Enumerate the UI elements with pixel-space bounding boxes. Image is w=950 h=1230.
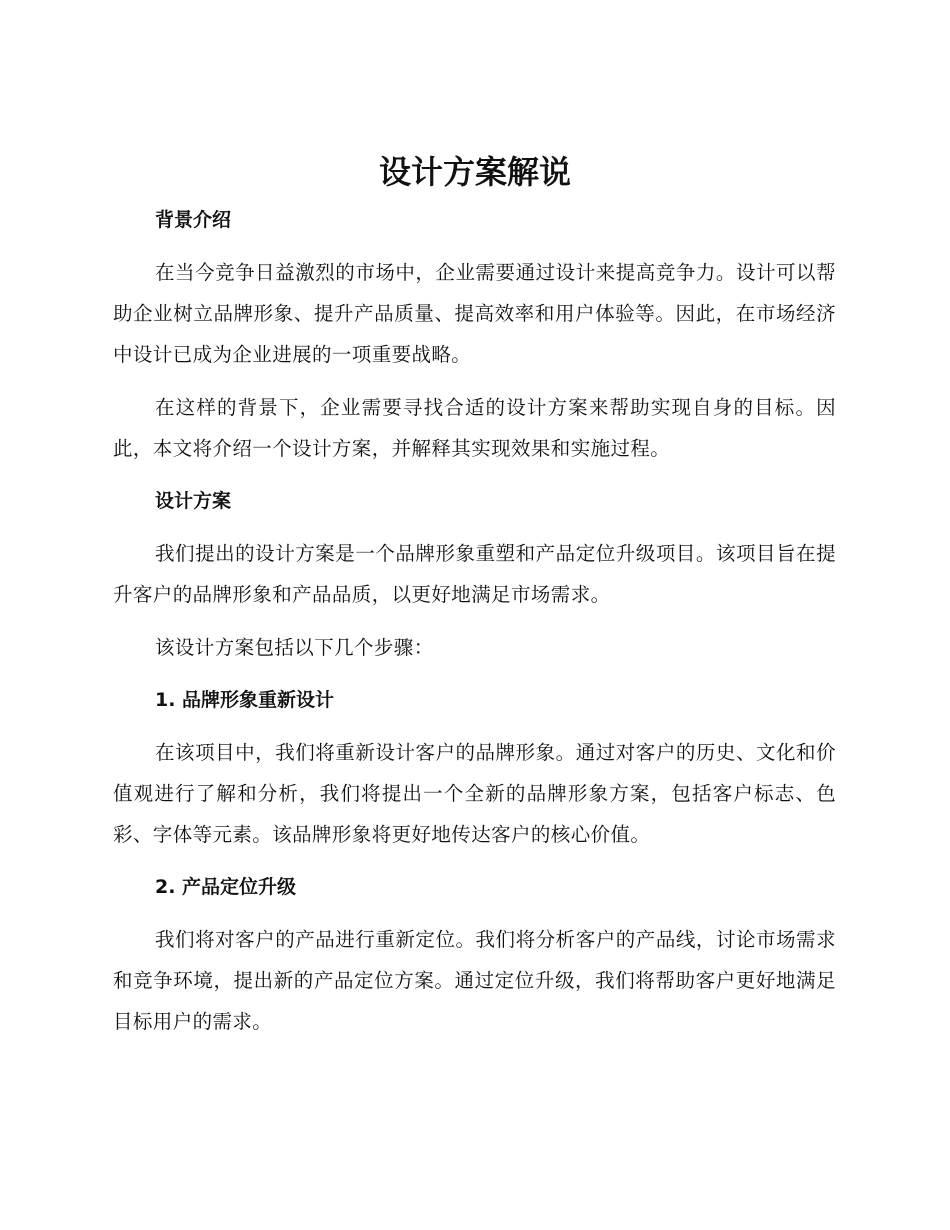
paragraph: 我们提出的设计方案是一个品牌形象重塑和产品定位升级项目。该项目旨在提升客户的品牌形象和产品品质，以更好地满足市场需求。 [113, 542, 836, 606]
paragraph: 在这样的背景下，企业需要寻找合适的设计方案来帮助实现自身的目标。因此，本文将介绍一个设计方案，并解释其实现效果和实施过程。 [113, 396, 836, 460]
paragraph: 在当今竞争日益激烈的市场中，企业需要通过设计来提高竞争力。设计可以帮助企业树立品牌形象、提升产品质量、提高效率和用户体验等。因此，在市场经济中设计已成为企业进展的一项重要战略。 [113, 261, 836, 366]
section-heading-plan: 设计方案 [155, 490, 232, 512]
paragraph: 我们将对客户的产品进行重新定位。我们将分析客户的产品线，讨论市场需求和竞争环境，提出新的产品定位方案。通过定位升级，我们将帮助客户更好地满足目标用户的需求。 [113, 928, 836, 1033]
document-body [113, 200, 836, 1054]
paragraph: 该设计方案包括以下几个步骤： [155, 636, 434, 659]
section-heading-step2: 2. 产品定位升级 [155, 876, 297, 898]
section-heading-background: 背景介绍 [155, 209, 232, 231]
section-heading-step1: 1. 品牌形象重新设计 [155, 689, 335, 711]
document-title: 设计方案解说 [378, 153, 571, 191]
paragraph: 在该项目中，我们将重新设计客户的品牌形象。通过对客户的历史、文化和价值观进行了解和分析，我们将提出一个全新的品牌形象方案，包括客户标志、色彩、字体等元素。该品牌形象将更好地传达客户的核心价值。 [113, 741, 836, 846]
